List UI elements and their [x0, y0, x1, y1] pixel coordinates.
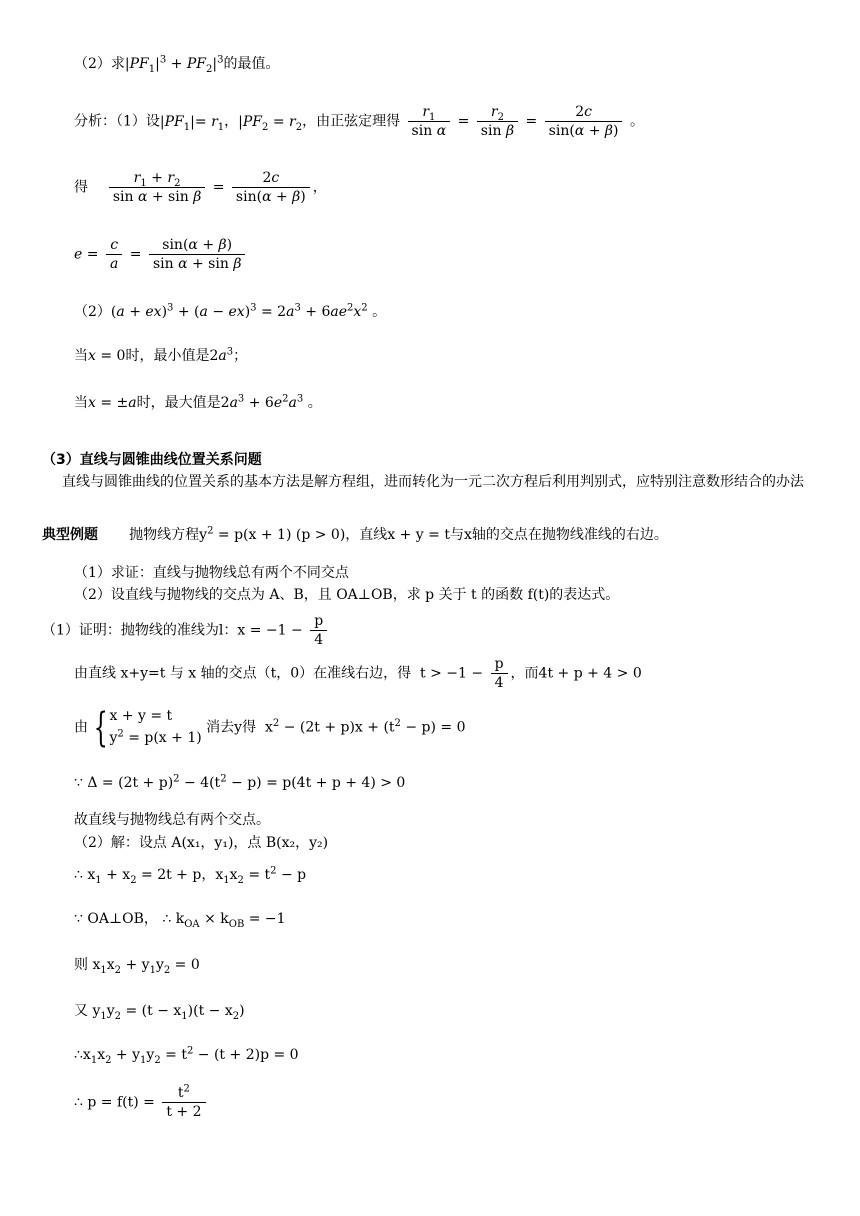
frac-r1-sin-alpha: $\frac{r_1}{\text{sin α}}$ [408, 104, 451, 139]
when-label-2: 当 [74, 395, 88, 411]
proof-condition: 由直线 x+y=t 与 x 轴的交点（t，0）在准线右边，得 t > −1 − $\frac{p}{4}$ ，而4t + p + 4 > 0 [74, 656, 642, 692]
comma-1: ， [224, 113, 239, 130]
when-label-1: 当 [74, 348, 88, 364]
min-text: 时，最小值是 [125, 348, 210, 364]
discriminant-line: ∵ $\Delta = (2t + p)^2 - 4(t^2 - p) = p(4t + p + 4) > 0$ [74, 773, 406, 791]
proof-label: （1）证明：抛物线的准线为 [42, 622, 219, 639]
and-text: ，而 [510, 665, 539, 682]
you-label: 由 [74, 719, 88, 736]
derived-line: 得 $\frac{r_1 + r_2}{\text{sin α + sin β}}$ = $\frac{2c}{\sin(\alpha + \beta)}$ ， [74, 170, 327, 206]
expr-r1: $|PF_1|= r_1$ [159, 113, 225, 133]
system-line: 由 { x + y = t $y^2 = p(x + 1)$ 消去y得 $x^2 - (2t + p)x + (t^2 - p) = 0$ [74, 704, 466, 751]
period-2: 。 [372, 304, 387, 320]
period-3: 。 [307, 395, 322, 411]
frac-r2-sin-beta: $\frac{r_2}{\text{sin β}}$ [477, 104, 518, 139]
part2-expansion: $(2)(a + ex)^3 + (a - ex)^3 = 2a^3 + 6ae^2x^2$ 。 [74, 302, 387, 320]
therefore-symbol-1: ∴ [74, 867, 83, 883]
vieta-line: ∴ $x_1 + x_2 = 2t + p$，$x_1x_2 = t^2 - p$ [74, 865, 307, 886]
frac-p-over-4: $\frac{p}{4}$ [310, 613, 327, 648]
analysis-mid2: ，由正弦定理得 [302, 113, 401, 130]
because-symbol: ∵ [74, 775, 83, 791]
example-question-1: （1）求证：直线与抛物线总有两个不同交点 [74, 565, 349, 581]
conclusion-1: 故直线与抛物线总有两个交点。 [74, 812, 270, 828]
eliminate-text: 消去y得 [206, 719, 257, 736]
perpendicular-line: ∵ OA⊥OB， ∴ $k_{OA} \times k_{OB} = -1$ [74, 911, 286, 930]
de-label: 得 [74, 179, 88, 196]
period-1: 。 [629, 113, 644, 130]
analysis-label: 分析：（1）设 [74, 113, 160, 130]
frac-p-over-4-b: $\frac{p}{4}$ [491, 656, 508, 691]
frac-eccentricity: $\frac{\sin(\alpha + \beta)}{\text{sin α + sin β}}$ [149, 237, 245, 272]
semicolon: ； [233, 348, 248, 364]
min-value-line: 当x = 0时，最小值是$2a^3$； [74, 346, 248, 364]
frac-sum-r: $\frac{r_1 + r_2}{\text{sin α + sin β}}$ [109, 170, 205, 205]
section-3-heading: （3）直线与圆锥曲线位置关系问题 [42, 452, 262, 468]
max-text: 时，最大值是 [136, 395, 221, 411]
analysis-line: 分析：（1）设$|PF_1|= r_1$，$|PF_2 = r_2$，由正弦定理得 $\frac{r_1}{\text{sin α}}$ = $\frac{r_2}{\text{sin β}}$ = $\frac{2c}{\sin(\alpha + \beta)}$ 。 [74, 104, 644, 140]
question-2-tail: 的最值。 [223, 56, 280, 72]
frac-2c-sin-sum: $\frac{2c}{\sin(\alpha + \beta)}$ [545, 104, 623, 139]
frac-c-over-a: $\frac{c}{a}$ [106, 237, 122, 272]
combined-line: $\therefore x_1x_2 + y_1y_2 = t^2 - (t + 2)p = 0$ [74, 1045, 299, 1066]
example-label: 典型例题 [42, 527, 98, 543]
ze-label: 则 [74, 957, 88, 973]
y-product-line: 又 $y_1y_2 = (t - x_1)(t - x_2)$ [74, 1003, 245, 1022]
part2-label: （2） [74, 304, 111, 320]
final-result: ∴ p = f(t) = $\frac{t^2}{t + 2}$ [74, 1085, 209, 1120]
expr-r2: $|PF_2 = r_2$ [238, 113, 303, 133]
question-2 [74, 54, 280, 75]
dot-product-line: 则 $x_1x_2 + y_1y_2 = 0$ [74, 957, 200, 976]
example-line: 典型例题 抛物线方程$y^2 = p(x + 1) (p > 0)$，直线x + y = t与x轴的交点在抛物线准线的右边。 [42, 525, 668, 543]
proof-directrix: （1）证明：抛物线的准线为l：x = −1 − $\frac{p}{4}$ [42, 613, 330, 648]
comma-2: ， [312, 179, 327, 196]
question-2-label: （2）求 [74, 56, 125, 72]
frac-final: $\frac{t^2}{t + 2}$ [162, 1085, 205, 1120]
example-text-2: ，直线 [345, 527, 388, 543]
therefore-symbol-4: ∴ [74, 1094, 83, 1111]
frac-2c-sin-sum-2: $\frac{2c}{\sin(\alpha + \beta)}$ [232, 170, 310, 205]
solution-2-label: （2）解：设点 A(x₁，y₁)，点 B(x₂，y₂) [74, 835, 329, 851]
example-question-2: （2）设直线与抛物线的交点为 A、B，且 OA⊥OB，求 p 关于 t 的函数 f(t)的表达式。 [74, 587, 620, 603]
because-symbol-2: ∵ [74, 911, 83, 927]
example-text-1: 抛物线方程 [129, 527, 200, 543]
eccentricity-line: e = $\frac{c}{a}$ = $\frac{\sin(\alpha + \beta)}{\text{sin α + sin β}}$ [74, 237, 248, 272]
equation-system: x + y = t $y^2 = p(x + 1)$ [109, 708, 202, 746]
example-text-3: 与x轴的交点在抛物线准线的右边。 [449, 527, 668, 543]
expr-pf-cubes: $|PF_1|^3 + PF_2|^3$ [124, 54, 224, 75]
therefore-symbol-3: ∴ [74, 1047, 83, 1063]
section-3-body: 直线与圆锥曲线的位置关系的基本方法是解方程组，进而转化为一元二次方程后利用判别式，应特别注意数形结合的办法 [62, 474, 804, 490]
brace-icon: { [93, 704, 108, 751]
max-value-line: 当x = ±a时，最大值是$2a^3 + 6e^2a^3$ 。 [74, 393, 322, 411]
you2-label: 又 [74, 1003, 88, 1019]
therefore-symbol-2: ∴ [162, 911, 172, 927]
condition-text: 由直线 x+y=t 与 x 轴的交点（t，0）在准线右边，得 [74, 665, 412, 682]
